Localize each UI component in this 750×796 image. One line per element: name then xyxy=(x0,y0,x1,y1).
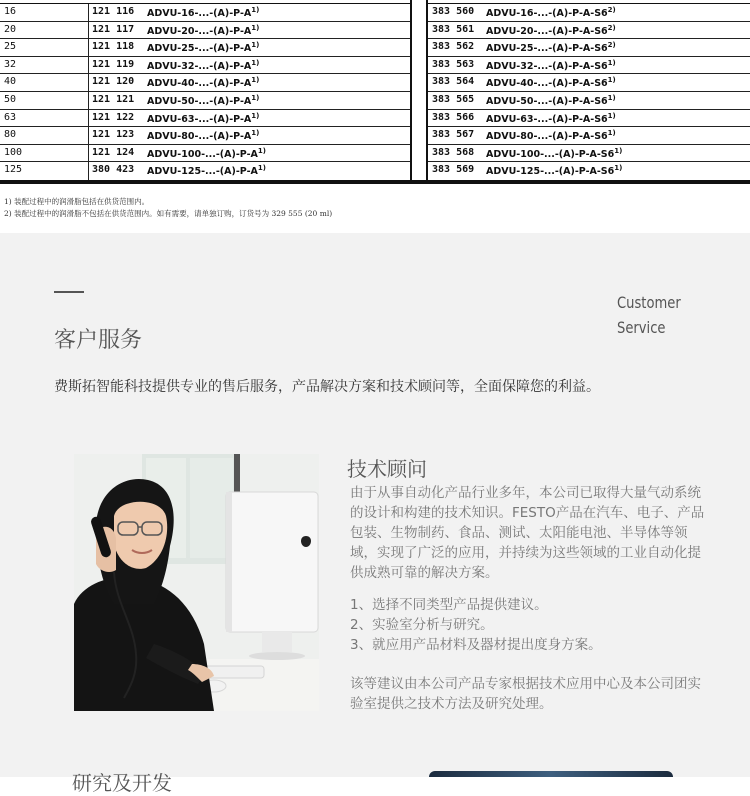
size-cell: 32 xyxy=(4,58,17,70)
size-cell: 125 xyxy=(4,164,23,176)
table-row xyxy=(428,127,750,145)
part-number-cell: 383 563 xyxy=(432,58,475,70)
type-cell: ADVU-20-...-(A)-P-A-S6$^{2)}$ xyxy=(486,23,616,37)
table-row xyxy=(428,145,750,163)
size-cell: 16 xyxy=(4,6,17,17)
type-cell: ADVU-50-...-(A)-P-A-S6$^{1)}$ xyxy=(486,93,616,108)
table-row xyxy=(428,92,750,110)
table-row xyxy=(0,110,410,128)
type-cell: ADVU-16-...-(A)-P-A-S6$^{2)}$ xyxy=(486,6,616,20)
footnote-2: 2) 装配过程中的润滑脂不包括在供货范围内。如有需要，请单独订购，订货号为 329 555 (20 ml) xyxy=(4,209,333,218)
part-number-cell: 121 124 xyxy=(92,146,135,158)
table-row xyxy=(428,39,750,57)
part-number-cell: 380 423 xyxy=(92,164,135,176)
table-row xyxy=(428,74,750,92)
part-number-cell: 121 118 xyxy=(92,41,135,53)
part-number-cell: 383 568 xyxy=(432,146,475,158)
table-row xyxy=(428,57,750,75)
part-number-cell: 383 562 xyxy=(432,41,475,53)
type-cell: ADVU-40-...-(A)-P-A-S6$^{1)}$ xyxy=(486,76,616,90)
english-title-line-2: Service xyxy=(617,318,666,337)
type-cell: ADVU-$16-...-(A)-P-A^{1)}$ xyxy=(147,6,260,20)
english-title-line-1: Customer xyxy=(617,293,681,312)
table-separator-bar xyxy=(410,0,412,182)
type-cell: ADVU-125-...-(A)-P-A-S6$^{1)}$ xyxy=(486,164,623,178)
size-cell: 25 xyxy=(4,41,17,53)
section-description: 费斯拓智能科技提供专业的售后服务，产品解决方案和技术顾问等，全面保障您的利益。 xyxy=(54,379,600,395)
title-accent-line xyxy=(54,291,84,293)
table-row xyxy=(0,4,410,22)
size-cell: 20 xyxy=(4,23,17,35)
type-cell: ADVU-80-...-(A)-P-A-S6$^{1)}$ xyxy=(486,129,616,143)
table-row xyxy=(0,22,410,40)
type-cell: ADVU-$50-...-(A)-P-A^{1)}$ xyxy=(147,93,260,108)
part-number-cell: 383 564 xyxy=(432,76,475,88)
table-row xyxy=(0,162,410,180)
research-dev-title: 研究及开发 xyxy=(72,771,172,795)
size-cell: 63 xyxy=(4,111,17,123)
table-row xyxy=(0,127,410,145)
table-row xyxy=(428,4,750,22)
part-number-cell: 383 561 xyxy=(432,23,475,35)
customer-service-section xyxy=(0,233,750,795)
size-cell: 100 xyxy=(4,146,23,158)
tech-consulting-body: 由于从事自动化产品行业多年，本公司已取得大量气动系统的设计和构建的技术知识。FESTO产品在汽车、电子、产品包装、生物制药、食品、测试、太阳能电池、半导体等领域，实现了广泛的应用，并持续为这些领域的工业自动化提供成熟可靠的解决方案。 xyxy=(350,485,705,581)
size-cell: 40 xyxy=(4,76,17,88)
section-english-title xyxy=(617,290,681,340)
part-number-cell: 121 121 xyxy=(92,93,135,105)
type-cell: ADVU-$125-...-(A)-P-A^{1)}$ xyxy=(147,164,266,178)
type-cell: ADVU-$20-...-(A)-P-A^{1)}$ xyxy=(147,23,260,37)
support-agent-photo xyxy=(74,454,319,711)
part-number-cell: 383 569 xyxy=(432,164,475,176)
table-right-block xyxy=(428,4,750,180)
part-number-cell: 121 120 xyxy=(92,76,135,88)
tech-consulting-list xyxy=(350,595,710,655)
table-row xyxy=(428,110,750,128)
table-row xyxy=(428,22,750,40)
type-cell: ADVU-63-...-(A)-P-A-S6$^{1)}$ xyxy=(486,111,616,125)
table-left-block xyxy=(0,4,410,180)
type-cell: ADVU-$100-...-(A)-P-A^{1)}$ xyxy=(147,146,266,160)
table-row xyxy=(428,162,750,180)
size-cell: 80 xyxy=(4,129,17,141)
part-number-cell: 383 566 xyxy=(432,111,475,123)
type-cell: ADVU-$40-...-(A)-P-A^{1)}$ xyxy=(147,76,260,90)
part-number-cell: 121 123 xyxy=(92,129,135,141)
table-row xyxy=(0,39,410,57)
tech-consulting-title: 技术顾问 xyxy=(347,457,427,481)
table-row xyxy=(0,92,410,110)
tech-consulting-footer: 该等建议由本公司产品专家根据技术应用中心及本公司团实验室提供之技术方法及研究处理。 xyxy=(350,676,701,712)
type-cell: ADVU-32-...-(A)-P-A-S6$^{1)}$ xyxy=(486,58,616,72)
list-item: 3、就应用产品材料及器材提出度身方案。 xyxy=(350,637,602,653)
list-item: 1、选择不同类型产品提供建议。 xyxy=(350,597,548,613)
size-cell: 50 xyxy=(4,93,17,105)
section-title: 客户服务 xyxy=(54,328,143,353)
table-row xyxy=(0,57,410,75)
table-row xyxy=(0,74,410,92)
table-row xyxy=(0,145,410,163)
footnote-1: 1) 装配过程中的润滑脂包括在供货范围内。 xyxy=(4,197,150,206)
part-number-cell: 121 122 xyxy=(92,111,135,123)
part-number-cell: 383 567 xyxy=(432,129,475,141)
type-cell: ADVU-$80-...-(A)-P-A^{1)}$ xyxy=(147,129,260,143)
part-number-cell: 383 565 xyxy=(432,93,475,105)
type-cell: ADVU-$25-...-(A)-P-A^{1)}$ xyxy=(147,41,260,55)
table-bottom-rule xyxy=(0,180,750,184)
type-cell: ADVU-$32-...-(A)-P-A^{1)}$ xyxy=(147,58,260,72)
type-cell: ADVU-25-...-(A)-P-A-S6$^{2)}$ xyxy=(486,41,616,55)
part-number-cell: 383 560 xyxy=(432,6,475,17)
list-item: 2、实验室分析与研究。 xyxy=(350,617,494,633)
type-cell: ADVU-$63-...-(A)-P-A^{1)}$ xyxy=(147,111,260,125)
part-number-cell: 121 119 xyxy=(92,58,135,70)
type-cell: ADVU-100-...-(A)-P-A-S6$^{1)}$ xyxy=(486,146,623,160)
research-dev-image xyxy=(429,771,673,777)
part-number-cell: 121 117 xyxy=(92,23,135,35)
parts-table xyxy=(0,0,750,185)
part-number-cell: 121 116 xyxy=(92,6,135,17)
